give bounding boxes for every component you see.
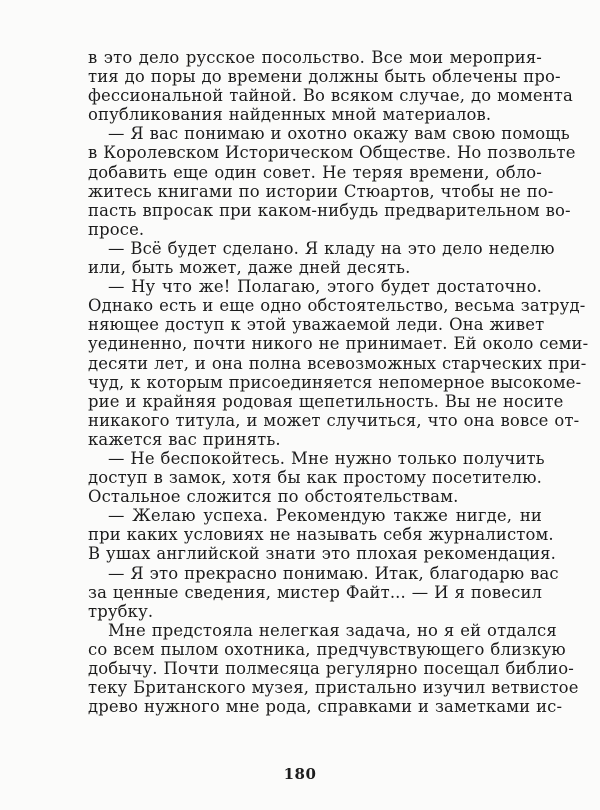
text-line: — Ну что же! Полагаю, этого будет достаточно. (108, 277, 542, 297)
text-line: опубликования найденных мной материалов. (88, 105, 492, 125)
text-line: фессиональной тайной. Во всяком случае, до момента (88, 86, 573, 106)
body-text (88, 48, 589, 717)
text-line: пасть впросак при каком-нибудь предварительном во- (88, 200, 571, 220)
text-line: древо нужного мне рода, справками и заметками ис- (88, 697, 563, 717)
text-line: рие и крайняя родовая щепетильность. Вы не носите (88, 391, 564, 411)
text-line: чуд, к которым присоединяется непомерное высокоме- (88, 372, 582, 392)
page-number: 180 (283, 765, 317, 783)
text-line: — Желаю успеха. Рекомендую также нигде, ни (108, 506, 542, 526)
text-line: просе. (88, 219, 145, 239)
text-line: В ушах английской знати это плохая рекомендация. (88, 544, 557, 564)
text-line: — Я вас понимаю и охотно окажу вам свою помощь (108, 124, 570, 144)
text-line: добычу. Почти полмесяца регулярно посещал библио- (88, 659, 574, 678)
text-line: тия до поры до времени должны быть облечены про- (88, 67, 561, 87)
text-line: за ценные сведения, мистер Файт... — И я повесил (88, 582, 543, 602)
text-line: при каких условиях не называть себя журналистом. (88, 525, 554, 545)
text-line: Однако есть и еще одно обстоятельство, весьма затруд- (88, 296, 586, 316)
text-line: Остальное сложится по обстоятельствам. (88, 487, 459, 507)
text-line: или, быть может, даже дней десять. (88, 258, 411, 278)
text-line: житесь книгами по истории Стюартов, чтобы не по- (88, 181, 554, 201)
text-line: никакого титула, и может случиться, что она вовсе от- (88, 410, 580, 430)
text-line: Мне предстояла нелегкая задача, но я ей отдался (108, 620, 557, 640)
text-line: в Королевском Историческом Обществе. Но позвольте (88, 143, 576, 163)
text-line: — Я это прекрасно понимаю. Итак, благодарю вас (108, 563, 559, 583)
text-line: няющее доступ к этой уважаемой леди. Она живет (88, 315, 545, 335)
text-line: теку Британского музея, пристально изучил ветвистое (88, 678, 579, 698)
text-line: кажется вас принять. (88, 429, 281, 449)
text-line: со всем пылом охотника, предчувствующего близкую (88, 639, 566, 659)
text-line: уединенно, почти никого не принимает. Ей около семи- (88, 334, 589, 354)
text-line: десяти лет, и она полна всевозможных старческих при- (88, 353, 587, 373)
text-line: — Всё будет сделано. Я кладу на это дело неделю (108, 238, 555, 258)
text-line: — Не беспокойтесь. Мне нужно только получить (108, 448, 545, 468)
text-line: добавить еще один совет. Не теряя времени, обло- (88, 162, 542, 182)
text-line: в это дело русское посольство. Все мои мероприя- (88, 48, 542, 67)
text-line: доступ в замок, хотя бы как простому посетителю. (88, 468, 542, 488)
text-line: трубку. (88, 601, 154, 621)
